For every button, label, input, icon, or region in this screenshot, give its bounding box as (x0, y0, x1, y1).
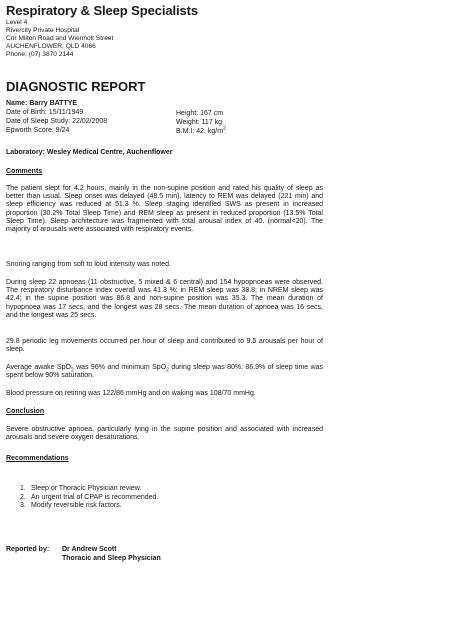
conclusion-heading: Conclusion (6, 408, 45, 415)
recommendation-text: Sleep or Thoracic Physician review. (31, 485, 142, 492)
bmi-superscript: 2 (223, 125, 226, 132)
address-line: Rivercity Private Hospital (6, 27, 80, 34)
epworth-score: Epworth Score: 9/24 (6, 127, 70, 134)
recommendation-item (20, 485, 320, 494)
spo2-text: Average awake SpO (6, 364, 71, 371)
address-line: Cnr Milton Road and Wienholt Street (6, 35, 114, 42)
recommendation-item (20, 494, 320, 503)
patient-height: Height: 167 cm (176, 110, 224, 117)
address-line: Level 4 (6, 19, 28, 26)
comments-paragraph-leg-movements: 29.8 periodic leg movements occurred per hour of sleep and contributed to 9.5 arousals per hour of sleep. (6, 338, 323, 354)
recommendation-number: 1. (20, 485, 26, 492)
patient-bmi (176, 125, 226, 136)
spo2-subscript: 2 (166, 367, 169, 374)
sleep-study-date: Date of Sleep Study: 22/02/2008 (6, 118, 108, 125)
laboratory: Laboratory: Wesley Medical Centre, Auchenflower (6, 149, 173, 156)
recommendation-item (20, 502, 320, 511)
report-title: DIAGNOSTIC REPORT (6, 79, 146, 94)
physician-title: Thoracic and Sleep Physician (62, 555, 161, 562)
address-line: AUCHENFLOWER, QLD 4066 (6, 43, 96, 50)
comments-paragraph-oxygen (6, 364, 323, 380)
bmi-value: B.M.I: 42. kg/m (176, 128, 224, 135)
clinic-name: Respiratory & Sleep Specialists (6, 3, 198, 18)
reported-by-label: Reported by: (6, 546, 50, 553)
comments-heading: Comments (6, 168, 43, 175)
patient-dob: Date of Birth: 15/11/1949 (6, 109, 84, 116)
patient-weight: Weight: 117 kg (176, 119, 223, 126)
patient-name: Name: Barry BATTYE (6, 100, 78, 107)
spo2-text: was 96% and minimum SpO (73, 364, 167, 371)
physician-name: Dr Andrew Scott (62, 546, 117, 553)
recommendation-text: An urgent trial of CPAP is recommended. (31, 493, 159, 501)
recommendations-list (20, 485, 320, 511)
clinic-phone: Phone: (07) 3870 2144 (6, 51, 74, 58)
comments-paragraph-respiratory: During sleep 22 apnoeas (11 obstructive, 5 mixed & 6 central) and 154 hypopnoeas were observed. The respiratory disturbance index overall was 41.3 %; in REM sleep was 38.8; in NREM sleep was 42.4; in the supine position was 86.8 and non-supine position was 35.3. The mean duration of hypopnoea was 17 secs, and the longest was 28 secs. The mean duration of apnoea was 16 secs, and the longest was 25 secs. (6, 279, 323, 319)
spo2-subscript: 2 (70, 367, 74, 374)
conclusion-text: Severe obstructive apnoea, particularly lying in the supine position and associated with increased arousals and severe oxygen desaturations. (6, 426, 323, 442)
spo2-text: during sleep was 80%. 86.9% of sleep time was spent below 90% saturation. (6, 364, 324, 380)
recommendation-number: 2. (20, 493, 26, 501)
comments-paragraph-sleep: The patient slept for 4.2 hours, mainly in the non-supine position and rated his quality of sleep as better than usual. Sleep onset was delayed (48.5 min), latency to REM was delayed (221 min) and sleep efficiency was reduced at 51.3 %. Sleep staging identified SWS as present in increased proportion (30.2% Total Sleep Time) and REM sleep as present in reduced proportion (13.5% Total Sleep Time). Sleep architecture was fragmented with total arousal index of 40. (normal<20). The majority of arousals were associated with respiratory events. (6, 185, 323, 234)
recommendation-number: 3. (20, 502, 26, 509)
comments-paragraph-snoring: Snoring ranging from soft to loud intensity was noted. (6, 261, 171, 268)
recommendation-text: Modify reversible risk factors. (31, 502, 122, 509)
recommendations-heading: Recommendations (6, 455, 69, 462)
comments-paragraph-blood-pressure: Blood pressure on retiring was 122/86 mmHg and on waking was 108/70 mmHg. (6, 390, 256, 397)
